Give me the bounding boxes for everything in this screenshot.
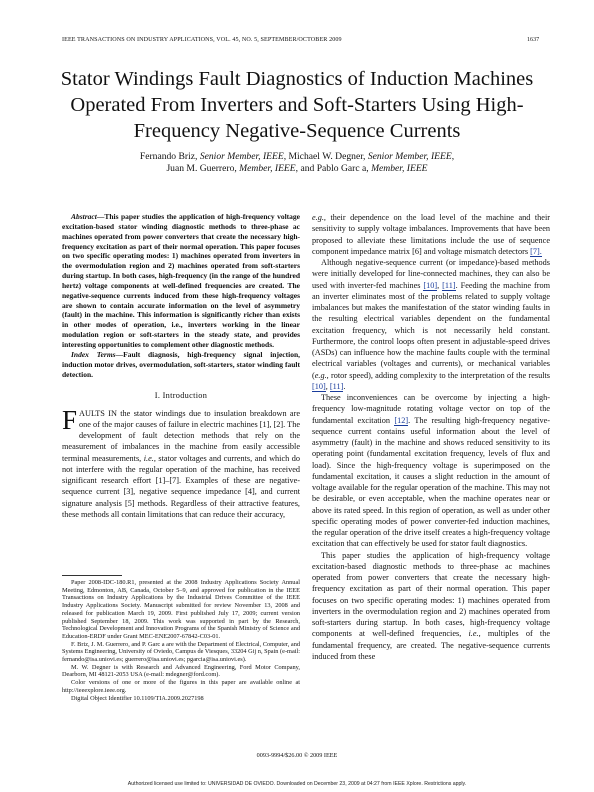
copyright-line: 0093-9994/$26.00 © 2009 IEEE bbox=[256, 752, 338, 759]
paragraph-paper-focus: This paper studies the application of high-frequency voltage excitation-based diagnostic methods to three-phase ac machines operated from power converters that create the necessary high-frequency excitation as part of their normal operation. This paper focuses on two specific operating modes: 1) machines operated from inverters in the overmodulation region and 2) machines operated from soft-starters during startup. In both cases, high-frequency voltage components at well-defined frequencies, i.e., multiples of the fundamental frequency, are created. The negative-sequence currents induced from these bbox=[312, 550, 550, 661]
footnotes bbox=[62, 579, 300, 702]
footnote-rule bbox=[62, 575, 122, 576]
paragraph-continued: e.g., their dependence on the load level of the machine and their sensitivity to supply voltage imbalances. Improvements that have been proposed to alleviate these limitations include the use of sequence component impedance matrix [6] and voltage mismatch detectors [7]. bbox=[312, 213, 550, 256]
footnote-manuscript: Paper 2008-IDC-180.R1, presented at the 2008 Industry Applications Society Annual Meeting, Edmonton, AB, Canada, October 5–9, and approved for publication in the IEEE Transactions on Industry Applications by the Industrial Drives Committee of the IEEE Industry Applications Society. Manuscript submitted for review November 13, 2008 and released for publication March 19, 2009. First published July 17, 2009; current version published September 18, 2009. This work was supported in part by the Research, Technological Development and Innovation Programs of the Spanish Ministry of Science and Education-ERDF under Grant MEC-ENE2007-67842-C03-01. bbox=[62, 579, 300, 640]
drop-cap: F bbox=[62, 404, 78, 435]
index-terms: Index Terms—Fault diagnosis, high-frequency signal injection, induction motor drives, overmodulation, soft-starters, stator winding fault detection. bbox=[62, 349, 300, 379]
running-header-journal: IEEE TRANSACTIONS ON INDUSTRY APPLICATIONS, VOL. 45, NO. 5, SEPTEMBER/OCTOBER 2009 bbox=[62, 37, 342, 43]
paragraph-high-frequency: These inconveniences can be overcome by injecting a high-frequency low-magnitude rotating voltage vector on top of the fundamental excitation [12]. The resulting high-frequency negative-sequence current contains useful information about the level of asymmetry (fault) in the machine and shows reduced sensitivity to its operating point (fundamental excitation frequency, levels of flux and load). Since the high-frequency voltage is superimposed on the fundamental excitation, it causes a slight reduction in the amount of voltage available for the regular operation of the machine. This may not be desirable, or even acceptable, when the machine operates near or above its rated speed. In this region of operation, as well as under other specific operating modes of power converter-fed induction machines, the regular operation of the drive itself creates a high-frequency voltage excitation that can effectively be used for stator fault diagnostics. bbox=[312, 393, 550, 549]
right-column bbox=[312, 212, 550, 662]
author-line-2: Juan M. Guerrero, Member, IEEE, and Pablo Garc a, Member, IEEE bbox=[166, 163, 428, 174]
footnote-doi: Digital Object Identifier 10.1109/TIA.2009.2027198 bbox=[71, 694, 204, 702]
footnote-affiliation-2: M. W. Degner is with Research and Advanced Engineering, Ford Motor Company, Dearborn, MI 48121-2053 USA (e-mail: mdegner@ford.com). bbox=[62, 663, 300, 679]
citation-link[interactable]: [7]. bbox=[530, 246, 542, 256]
citation-link[interactable]: [10] bbox=[423, 280, 438, 290]
paper-title: Stator Windings Fault Diagnostics of Induction Machines Operated From Inverters and Soft-Starters Using High-Frequency Negative-Sequence Currents bbox=[60, 68, 534, 142]
citation-link[interactable]: [11] bbox=[442, 280, 456, 290]
section-heading-introduction: I. Introduction bbox=[154, 391, 208, 401]
left-column bbox=[62, 212, 300, 520]
authorized-use-notice: Authorized licensed use limited to: UNIVERSIDAD DE OVIEDO. Downloaded on December 23, 2009 at 04:27 from IEEE Xplore. Restrictions apply. bbox=[127, 781, 467, 787]
abstract: Abstract—This paper studies the application of high-frequency voltage excitation-based stator winding diagnostic methods to three-phase ac machines operated from power converters that create the necessary high-frequency excitation as part of their normal operation. This paper focuses on two specific operating modes: 1) machines operated from inverters in the overmodulation region and 2) machines operated from soft-starters during startup. In both cases, high-frequency (in the range of the hundred hertz) voltage components at well-defined frequencies are created. The negative-sequence currents induced from these high-frequency voltages are shown to contain accurate information on the level of asymmetry (fault) in the machine. This information is significantly richer than exists in other modes of operation, i.e., inverters working in the linear modulation region or soft-starters in the steady state, and provides interesting opportunities to complement other diagnostic methods. bbox=[62, 212, 300, 349]
intro-paragraph: FAULTS IN the stator windings due to insulation breakdown are one of the major causes of failure in electric machines [1], [2]. The development of fault detection methods that rely on the measurement of imbalances in the machine from easily accessible terminal measurements, i.e., stator voltages and currents, and which do not interfere with the regular operation of the machine, has received significant research effort [1]–[7]. Examples of these are negative-sequence current [3], negative sequence impedance [4], and current signature analysis [5] methods. Regardless of their attractive features, these methods all contain limitations that can reduce their accuracy, bbox=[62, 404, 300, 519]
footnote-color: Color versions of one or more of the figures in this paper are available online at http://ieeexplore.ieee.org. bbox=[62, 679, 300, 694]
page-number: 1637 bbox=[527, 37, 540, 43]
citation-link[interactable]: [12] bbox=[394, 415, 409, 425]
paragraph-negative-sequence: Although negative-sequence current (or impedance)-based methods were initially developed for line-connected machines, they can also be used with inverter-fed machines [10], [11]. Feeding the machine from an inverter eliminates most of the problems related to supply voltage imbalances but makes the manifestation of the stator winding faults in the resulting electrical variables dependent on the fundamental excitation frequency, which is not necessarily held constant. Furthermore, the control loops often present in adjustable-speed drives (ASDs) can influence how the machine faults couple with the terminal electrical variables (voltages and currents), or mechanical variables (e.g., rotor speed), adding complexity to the interpretation of the results [10], [11]. bbox=[312, 258, 551, 391]
citation-link[interactable]: [10] bbox=[312, 381, 326, 391]
author-list bbox=[40, 151, 554, 175]
author-line-1: Fernando Briz, Senior Member, IEEE, Michael W. Degner, Senior Member, IEEE, bbox=[139, 151, 455, 162]
footnote-affiliation-1: F. Briz, J. M. Guerrero, and P. Garc a are with the Department of Electrical, Computer, and Systems Engineering, University of Oviedo, Campus de Viesques, 33204 Gij n, Spain (e-mail: fernando@isa.uniovi.es; guerrero@isa.uniovi.es; pgarcia@isa.uniovi.es). bbox=[62, 640, 301, 664]
citation-link[interactable]: [11] bbox=[329, 381, 344, 391]
